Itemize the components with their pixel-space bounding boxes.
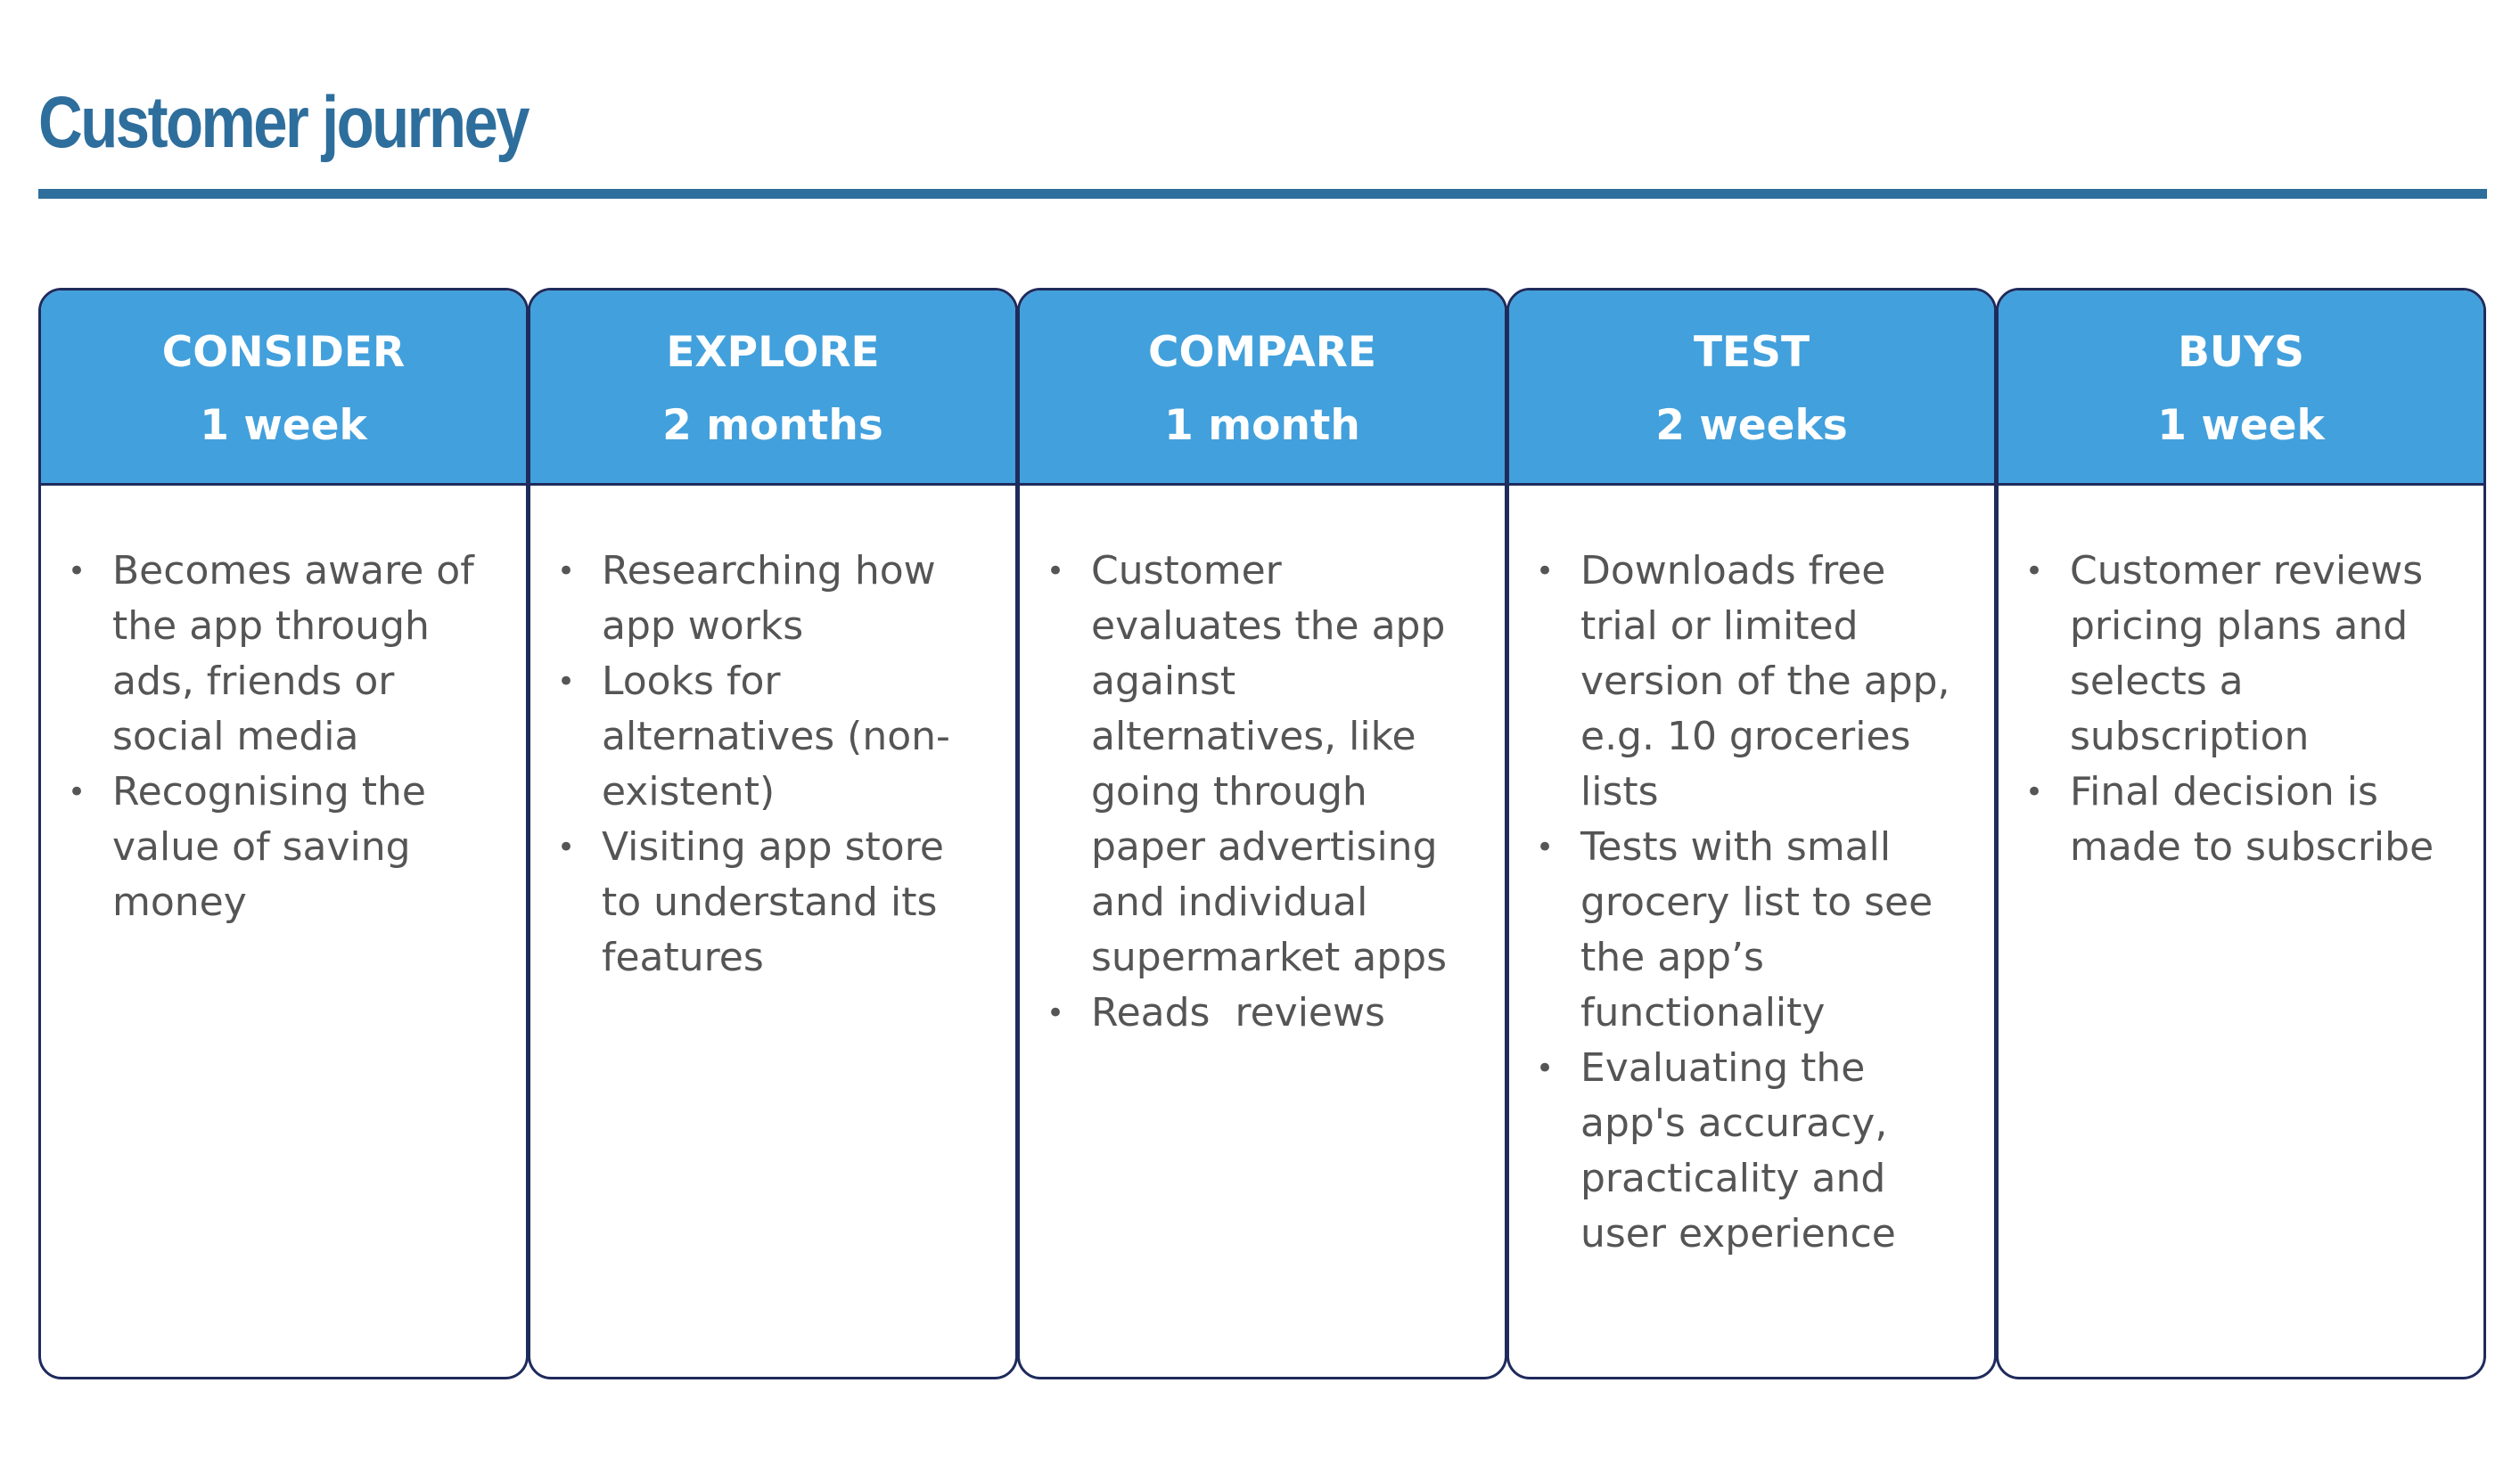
- stage-duration: 2 weeks: [1655, 401, 1848, 450]
- stage-bullet-list: [557, 544, 994, 986]
- bullet-icon: •: [1536, 1051, 1555, 1086]
- page-title: Customer journey: [38, 82, 529, 163]
- bullet-text: Visiting app store to understand its features: [602, 824, 944, 980]
- stage-explore: [528, 288, 1018, 1379]
- list-item: [557, 820, 994, 986]
- bullet-text: Customer reviews pricing plans and selects a subscription: [2070, 548, 2424, 759]
- bullet-icon: •: [1047, 995, 1065, 1031]
- stage-duration: 1 week: [2157, 401, 2325, 450]
- stage-header: [530, 291, 1015, 486]
- bullet-text: Recognising the value of saving money: [112, 769, 426, 925]
- stage-header: [1999, 291, 2483, 486]
- bullet-text: Looks for alternatives (non-existent): [602, 659, 950, 814]
- stage-header: [41, 291, 526, 486]
- stage-body: [530, 486, 1015, 986]
- list-item: [68, 544, 505, 765]
- stage-duration: 2 months: [662, 401, 883, 450]
- stage-body: [1509, 486, 1994, 1262]
- list-item: [557, 654, 994, 820]
- bullet-icon: •: [1047, 553, 1065, 589]
- bullet-text: Becomes aware of the app through ads, friends or social media: [112, 548, 474, 759]
- stage-bullet-list: [1536, 544, 1973, 1262]
- list-item: [557, 544, 994, 654]
- title-divider: [38, 189, 2487, 199]
- list-item: [2025, 544, 2462, 765]
- stage-name: BUYS: [2178, 328, 2304, 377]
- list-item: [1536, 820, 1973, 1041]
- bullet-text: Evaluating the app's accuracy, practicality and user experience: [1580, 1045, 1896, 1256]
- stage-name: CONSIDER: [161, 328, 406, 377]
- stage-body: [1999, 486, 2483, 875]
- list-item: [1047, 986, 1483, 1041]
- stage-compare: [1017, 288, 1507, 1379]
- bullet-icon: •: [1536, 830, 1555, 865]
- bullet-icon: •: [2025, 774, 2044, 810]
- bullet-icon: •: [68, 774, 86, 810]
- list-item: [68, 765, 505, 930]
- list-item: [1536, 1041, 1973, 1262]
- bullet-text: Downloads free trial or limited version of the app, e.g. 10 groceries lists: [1580, 548, 1950, 814]
- bullet-text: Researching how app works: [602, 548, 936, 649]
- bullet-text: Customer evaluates the app against alternatives, like going through paper advertising and individual supermarket apps: [1091, 548, 1448, 980]
- bullet-icon: •: [68, 553, 86, 589]
- list-item: [1047, 544, 1483, 986]
- bullet-text: Final decision is made to subscribe: [2070, 769, 2434, 870]
- stage-bullet-list: [1047, 544, 1483, 1041]
- bullet-text: Tests with small grocery list to see the app’s functionality: [1580, 824, 1933, 1035]
- stage-buys: [1996, 288, 2486, 1379]
- bullet-icon: •: [557, 830, 576, 865]
- stage-consider: [38, 288, 529, 1379]
- stage-bullet-list: [2025, 544, 2462, 875]
- bullet-icon: •: [557, 553, 576, 589]
- bullet-text: Reads reviews: [1091, 990, 1385, 1035]
- stage-header: [1020, 291, 1505, 486]
- list-item: [2025, 765, 2462, 875]
- stage-duration: 1 month: [1164, 401, 1360, 450]
- bullet-icon: •: [2025, 553, 2044, 589]
- stage-name: TEST: [1693, 328, 1810, 377]
- bullet-icon: •: [1536, 553, 1555, 589]
- stage-bullet-list: [68, 544, 505, 930]
- stage-body: [1020, 486, 1505, 1041]
- stage-body: [41, 486, 526, 930]
- stage-name: EXPLORE: [666, 328, 880, 377]
- stage-test: [1506, 288, 1997, 1379]
- stage-name: COMPARE: [1147, 328, 1377, 377]
- stage-duration: 1 week: [200, 401, 367, 450]
- journey-stages: [38, 288, 2488, 1379]
- stage-header: [1509, 291, 1994, 486]
- bullet-icon: •: [557, 664, 576, 700]
- list-item: [1536, 544, 1973, 820]
